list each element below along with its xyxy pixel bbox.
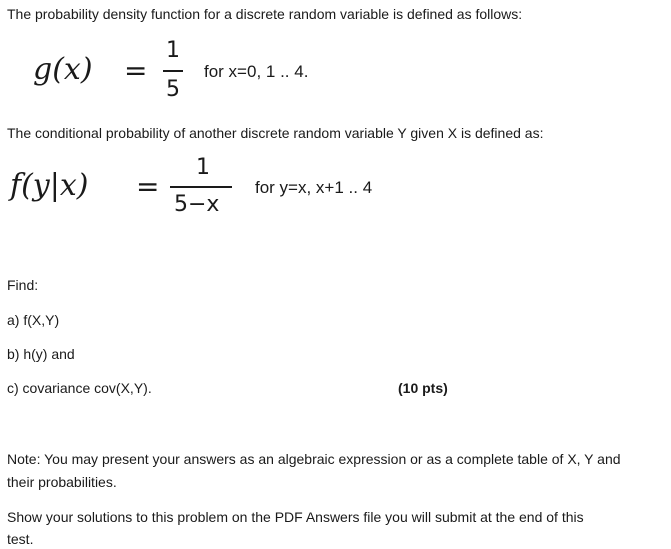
f-formula-equals: = bbox=[136, 170, 160, 203]
show-line-1: Show your solutions to this problem on the PDF Answers file you will submit at the end of this bbox=[7, 509, 584, 525]
part-c: c) covariance cov(X,Y). bbox=[7, 380, 152, 396]
f-formula-numerator: 1 bbox=[196, 155, 210, 180]
conditional-intro-text: The conditional probability of another discrete random variable Y given X is defined as: bbox=[7, 125, 544, 141]
show-line-2: test. bbox=[7, 531, 34, 547]
g-formula-condition: for x=0, 1 .. 4. bbox=[204, 62, 309, 81]
f-formula-condition: for y=x, x+1 .. 4 bbox=[255, 178, 373, 197]
g-formula-fraction-bar bbox=[163, 70, 183, 72]
part-a: a) f(X,Y) bbox=[7, 312, 60, 328]
f-formula-lhs: f(y|x) bbox=[10, 168, 89, 203]
note-line-1: Note: You may present your answers as an algebraic expression or as a complete table of X, Y and bbox=[7, 451, 621, 467]
g-formula-numerator: 1 bbox=[166, 38, 180, 63]
f-formula-fraction-bar bbox=[170, 186, 232, 188]
find-label: Find: bbox=[7, 277, 39, 293]
intro-text: The probability density function for a discrete random variable is defined as follows: bbox=[7, 6, 523, 22]
g-formula-lhs: g(x) bbox=[33, 52, 93, 87]
g-formula-equals: = bbox=[124, 54, 148, 87]
g-formula-denominator: 5 bbox=[166, 77, 180, 102]
points-label: (10 pts) bbox=[398, 380, 448, 396]
note-line-2: their probabilities. bbox=[7, 474, 117, 490]
part-b: b) h(y) and bbox=[7, 346, 75, 362]
f-formula-denominator: 5−x bbox=[174, 192, 220, 217]
